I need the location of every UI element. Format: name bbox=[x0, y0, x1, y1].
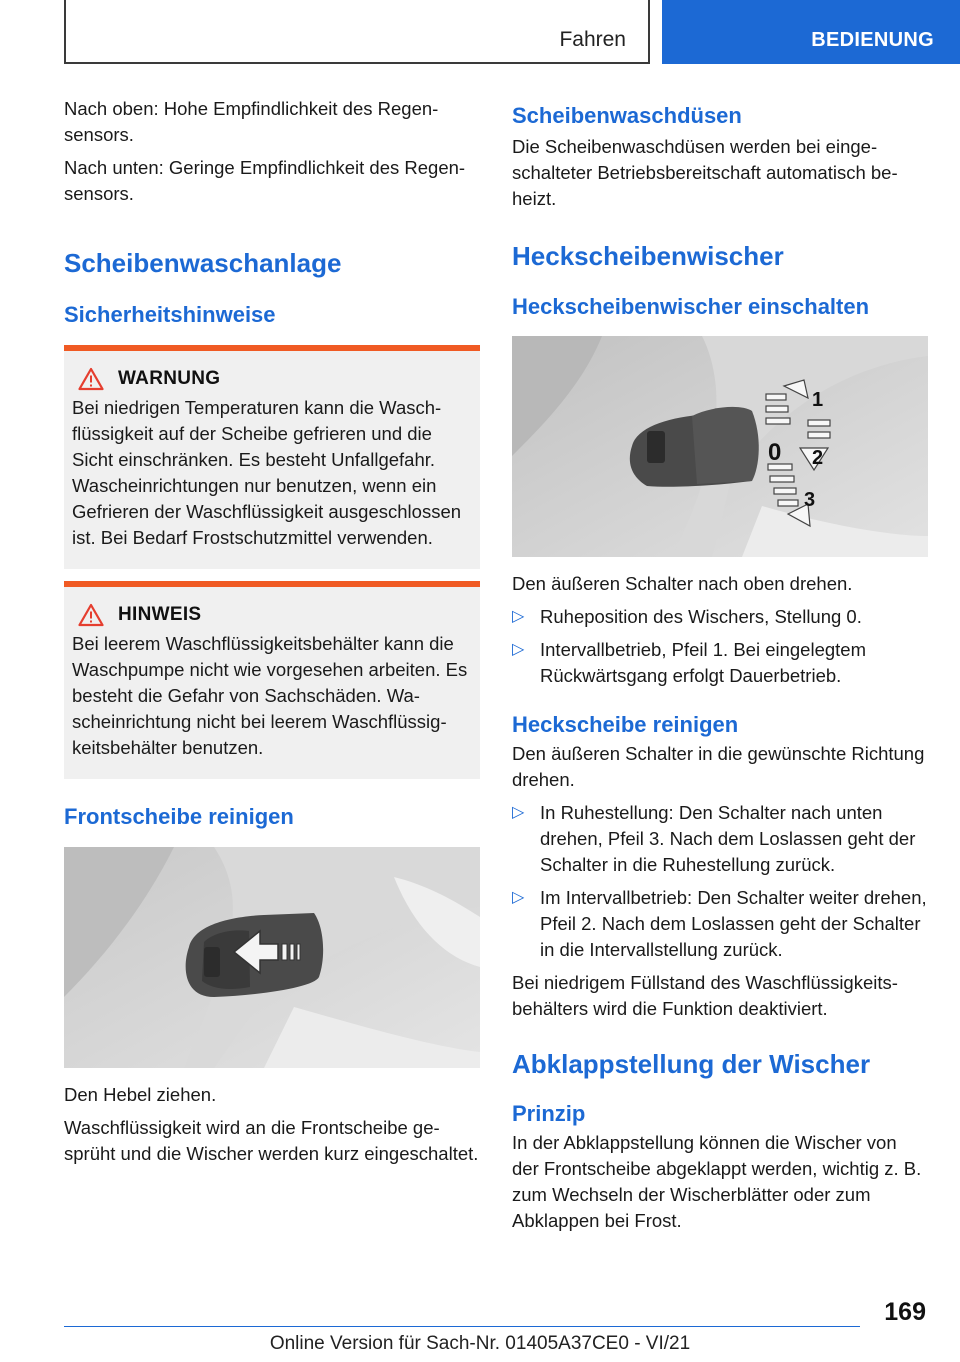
warning-triangle-icon bbox=[78, 367, 104, 391]
header-section-box bbox=[64, 0, 650, 64]
list-item: ▷ Im Intervallbetrieb: Den Schalter weiter drehen, Pfeil 2. Nach dem Loslassen geht der Schalter in die Intervallstellung zurück. bbox=[512, 887, 927, 960]
heading-washer-nozzles: Scheibenwaschdüsen bbox=[512, 103, 742, 128]
list-item: ▷ Intervallbetrieb, Pfeil 1. Bei eingelegtem Rückwärtsgang erfolgt Dauerbetrieb. bbox=[512, 639, 866, 686]
paragraph-nozzles: Die Scheibenwaschdüsen werden bei eingeschalteter Betriebsbereitschaft automatisch beheizt. bbox=[512, 136, 898, 209]
list-item: ▷ Ruheposition des Wischers, Stellung 0. bbox=[512, 604, 928, 630]
warning-box bbox=[64, 345, 480, 569]
notice-label: HINWEIS bbox=[118, 604, 202, 625]
rear-wiper-modes-list bbox=[512, 604, 928, 689]
page-number: 169 bbox=[884, 1298, 926, 1326]
heading-washer-system: Scheibenwaschanlage bbox=[64, 248, 342, 278]
heading-rear-clean: Heckscheibe reinigen bbox=[512, 712, 739, 737]
heading-rear-wiper: Heckscheibenwischer bbox=[512, 241, 784, 271]
heading-fold-position: Abklappstellung der Wischer bbox=[512, 1049, 871, 1079]
notice-box bbox=[64, 581, 480, 779]
figure-label-2: 2 bbox=[812, 447, 824, 469]
bullet-triangle-icon: ▷ bbox=[512, 804, 525, 821]
paragraph-low-level: Bei niedrigem Füllstand des Waschflüssigkeitsbehälters wird die Funktion deaktiviert. bbox=[512, 972, 898, 1019]
figure-label-1: 1 bbox=[812, 389, 824, 411]
paragraph-pull-lever: Den Hebel ziehen. bbox=[64, 1084, 217, 1105]
footer-divider bbox=[64, 1326, 860, 1327]
warning-text: Bei niedrigen Temperaturen kann die Waschflüssigkeit auf der Scheibe gefrieren und die Sicht einschränken. Es besteht Unfallgefahr. Wascheinrichtungen nur benutzen, wenn ein Gefrieren der Waschflüssigkeit ausgeschlossen ist. Bei Bedarf Frostschutzmittel verwenden. bbox=[72, 397, 462, 548]
heading-safety-notes: Sicherheitshinweise bbox=[64, 302, 276, 327]
paragraph-down-sensitivity: Nach unten: Geringe Empfindlichkeit des Regensensors. bbox=[64, 157, 466, 204]
header-chapter-label: BEDIENUNG bbox=[811, 29, 934, 51]
front-wash-lever-image bbox=[64, 847, 480, 1068]
list-item: ▷ In Ruhestellung: Den Schalter nach unten drehen, Pfeil 3. Nach dem Loslassen geht der Schalter in die Ruhestellung zurück. bbox=[512, 802, 916, 875]
heading-principle: Prinzip bbox=[512, 1101, 586, 1126]
paragraph-principle: In der Abklappstellung können die Wischer von der Frontscheibe abgeklappt werden, wichtig z. B. zum Wechseln der Wischerblätter oder zum Abklappen bei Frost. bbox=[512, 1132, 922, 1231]
bullet-triangle-icon: ▷ bbox=[512, 608, 525, 625]
paragraph-turn-up: Den äußeren Schalter nach oben drehen. bbox=[512, 573, 853, 594]
bullet-triangle-icon: ▷ bbox=[512, 641, 525, 658]
paragraph-spray: Waschflüssigkeit wird an die Frontscheibe gesprüht und die Wischer werden kurz eingeschaltet. bbox=[64, 1117, 479, 1164]
paragraph-turn-desired: Den äußeren Schalter in die gewünschte Richtung drehen. bbox=[512, 743, 925, 790]
header-chapter-tab bbox=[662, 0, 960, 64]
notice-triangle-icon bbox=[78, 603, 104, 627]
bullet-triangle-icon: ▷ bbox=[512, 889, 525, 906]
figure-label-0: 0 bbox=[768, 439, 782, 466]
right-column bbox=[512, 96, 928, 1241]
rear-clean-list bbox=[512, 800, 928, 963]
header-section-label: Fahren bbox=[559, 28, 626, 51]
rear-wiper-switch-image bbox=[512, 336, 928, 557]
heading-rear-wiper-on: Heckscheibenwischer einschalten bbox=[512, 294, 870, 319]
notice-text: Bei leerem Waschflüssigkeitsbehälter kann die Waschpumpe nicht wie vorgesehen arbeiten. Es besteht die Gefahr von Sachschäden. Wascheinrichtung nicht bei leerem Waschflüssigkeitsbehälter benutzen. bbox=[72, 633, 468, 758]
left-column bbox=[64, 96, 480, 1174]
figure-label-3: 3 bbox=[804, 489, 816, 511]
footer-version-text: Online Version für Sach-Nr. 01405A37CE0 - VI/21 bbox=[269, 1333, 691, 1354]
warning-label: WARNUNG bbox=[118, 368, 221, 389]
heading-front-clean: Frontscheibe reinigen bbox=[64, 804, 294, 829]
paragraph-up-sensitivity: Nach oben: Hohe Empfindlichkeit des Regensensors. bbox=[64, 98, 439, 145]
